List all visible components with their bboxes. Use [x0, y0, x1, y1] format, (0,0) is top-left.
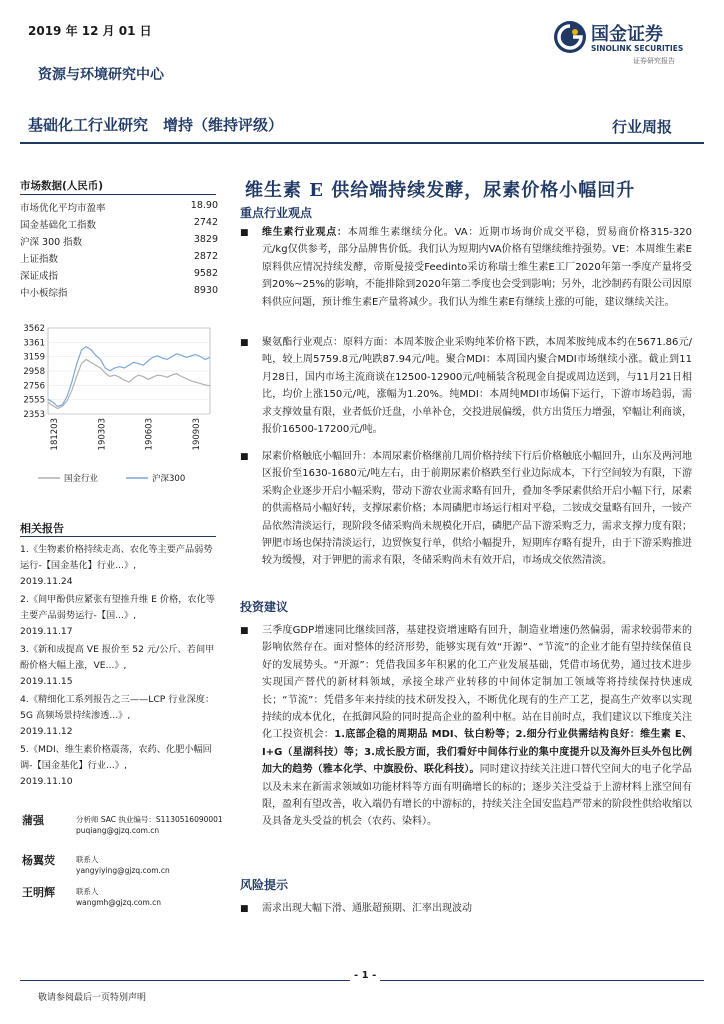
y-tick-label: 3562	[23, 324, 45, 334]
related-report-item[interactable]	[20, 642, 220, 690]
market-value: 2872	[193, 251, 218, 262]
market-divider	[20, 194, 216, 195]
market-value: 2742	[193, 217, 218, 228]
related-report-item[interactable]	[20, 742, 220, 790]
author-name: 蒲强	[22, 814, 44, 827]
market-row	[20, 200, 218, 216]
y-tick-label: 3159	[23, 352, 45, 363]
market-label: 沪深 300 指数	[20, 237, 83, 248]
author-role: 分析师 SAC 执业编号：S1130516090001	[76, 815, 223, 824]
related-reports-title: 相关报告	[20, 522, 64, 535]
x-tick-label: 190903	[192, 418, 202, 451]
y-tick-label: 2555	[23, 395, 45, 406]
author-info	[76, 886, 161, 908]
bullet-icon: ■	[240, 904, 249, 914]
section-risk: 风险提示	[240, 878, 289, 892]
related-report-date: 2019.11.24	[20, 576, 73, 587]
related-report-title: 2.《间甲酚供应紧张有望推升维 E 价格，农化等主要产品弱势运行-【国...》,	[20, 594, 215, 621]
market-value: 9582	[193, 268, 218, 279]
y-tick-label: 2353	[23, 410, 45, 420]
author-email[interactable]: wangmh@gjzq.com.cn	[76, 898, 162, 907]
bullet-icon: ■	[240, 452, 249, 462]
author-name: 王明辉	[22, 886, 55, 899]
market-row	[20, 234, 218, 250]
author-name: 杨翼荧	[22, 854, 55, 867]
page-number: - 1 -	[350, 970, 380, 981]
paragraph-text: 三季度GDP增速同比继续回落，基建投资增速略有回升，制造业增速仍然偏弱，需求较弱带来的影响依然存在。面对整体的经济形势，能够实现有效“开源”、“节流”的企业才能有望持续保值良好的发展势头。“开源”：凭借我国多年积累的化工产业发展基础，凭借市场优势，通过技术进步实现国产替代的新材料领域，承接全球产业转移的中间体定制加工领域等将持续保持快速成长；“节流”：凭借多年来持续的技术研发投入，不断优化现有的生产工艺，提高生产效率以实现持续的成本优化，在抵御风险的同时提高企业的盈利中枢。站在目前时点，我们建议以下维度关注化工投资机会：	[262, 625, 692, 741]
author-info	[76, 854, 170, 876]
market-label: 市场优化平均市盈率	[20, 203, 106, 214]
bullet-icon: ■	[240, 626, 249, 636]
related-report-date: 2019.11.10	[20, 776, 73, 787]
related-divider	[20, 536, 216, 537]
market-value: 3829	[193, 234, 218, 245]
logo-icon	[553, 20, 587, 54]
paragraph-polyurethane: 聚氨酯行业观点：原料方面：本周苯胺企业采购纯苯价格下跌，本周苯胺纯成本约在5671.86元/吨，较上周5759.8元/吨跌87.94元/吨。聚合MDI：本周国内聚合MDI市场继续小涨。截止到11月28日，国内市场主流商谈在12500-12900元/吨桶装含税现金自提或周边送到，与11月21日相比，均价上涨150元/吨，涨幅为1.20%。纯MDI：本周纯MDI市场偏下运行，下游市场趋弱，需求支撑效量有限，业者低价迁盘，小单补仓，交投进展偏缓，供方出货压力增强，窄幅让利商谈，报价16500-17200元/吨。	[262, 337, 692, 436]
related-report-title: 4.《精细化工系列报告之三——LCP 行业深度：5G 高频场景持续渗透...》,	[20, 694, 215, 721]
series-line	[48, 347, 210, 407]
legend-label: 沪深300	[152, 474, 186, 484]
logo-name-cn: 国金证券	[591, 24, 663, 45]
header-divider	[20, 142, 704, 144]
section-investment: 投资建议	[240, 600, 289, 614]
market-label: 上证指数	[20, 254, 59, 265]
legend-label: 国金行业	[64, 474, 99, 484]
section-key-points: 重点行业观点	[240, 206, 313, 220]
author-role: 联系人	[76, 887, 99, 896]
related-report-date: 2019.11.15	[20, 676, 73, 687]
market-data-title: 市场数据(人民币)	[20, 180, 104, 192]
bullet-icon: ■	[240, 228, 249, 238]
market-row	[20, 268, 218, 284]
y-tick-label: 2756	[23, 381, 45, 392]
series-line	[48, 359, 210, 408]
market-label: 国金基础化工指数	[20, 220, 97, 231]
author-role: 联系人	[76, 855, 99, 864]
market-label: 中小板综指	[20, 288, 68, 299]
report-date: 2019 年 12 月 01 日	[28, 24, 152, 38]
author-info	[76, 814, 223, 836]
author-email[interactable]: puqiang@gjzq.com.cn	[76, 826, 160, 835]
main-title: 维生素 E 供给端持续发酵，尿素价格小幅回升	[245, 180, 636, 201]
report-header-title: 基础化工行业研究 增持（维持评级）	[28, 116, 284, 134]
y-tick-label: 2958	[23, 367, 45, 377]
paragraph-text: 同时建议持续关注进口替代空间大的电子化学品以及未来在新需求领域如功能材料等方面有明确增长的标的；逐步关注受益于上游材料上涨空间有限，盈利有望改善，收入端仍有增长的中游标的，持续关注全国安监趋严带来的阶段性供给收缩以及具备龙头受益的机会（农药、染料）。	[262, 764, 693, 828]
market-label: 深证成指	[20, 271, 59, 282]
x-tick-label: 190603	[144, 418, 155, 451]
x-tick-label: 190303	[97, 418, 108, 451]
related-report-item[interactable]	[20, 542, 220, 590]
related-report-date: 2019.11.12	[20, 726, 73, 737]
index-line-chart	[20, 318, 220, 498]
logo-name-en: SINOLINK SECURITIES	[591, 44, 684, 53]
paragraph-lead: 维生素行业观点：	[262, 227, 348, 238]
company-logo	[553, 20, 703, 70]
market-row	[20, 285, 218, 301]
author-email[interactable]: yangyiying@gjzq.com.cn	[76, 866, 170, 875]
market-value: 8930	[193, 285, 218, 296]
related-report-date: 2019.11.17	[20, 626, 73, 637]
paragraph-text: 本周维生素继续分化。VA：近期市场询价成交平稳，贸易商价格315-320元/kg仅供参考，部分品牌售价低。我们认为短期内VA价格有望继续维持强势。VE：本周维生素E原料供应情况持续发酵，帝斯曼接受Feedinto采访称瑞士维生素E工厂2020年第一季度产量将受到20%~25%的影响，不能排除到2020年第二季度也会受到影响；另外，北沙制药有限公司因原料供应问题，预计维生素E产量将减少。我们认为维生素E有继续上涨的可能，建议继续关注。	[262, 227, 692, 308]
market-row	[20, 251, 218, 267]
paragraph-investment	[262, 622, 692, 831]
y-tick-label: 3361	[23, 338, 45, 349]
logo-subtitle: 证券研究报告	[633, 57, 675, 65]
related-report-title: 1.《生物素价格持续走高、农化等主要产品弱势运行-【国金基化】行业...》,	[20, 544, 213, 571]
bullet-icon: ■	[240, 338, 249, 348]
market-value: 18.90	[190, 200, 218, 211]
paragraph-highlight: 1.底部企稳的周期品 MDI、钛白粉等；2.细分行业供需结构良好：维生素 E、I+G（星湖科技）等；3.成长股方面，我们看好中间体行业的集中度提升以及海外巨头外包比例加大的趋势（雅本化学、中旗股份、联化科技）。	[262, 729, 693, 776]
footer-note: 敬请参阅最后一页特别声明	[38, 993, 147, 1003]
market-row	[20, 217, 218, 233]
paragraph-risk: 需求出现大幅下滑、通胀超预期、汇率出现波动	[262, 903, 472, 914]
related-report-item[interactable]	[20, 692, 220, 740]
related-report-item[interactable]	[20, 592, 220, 640]
related-report-title: 3.《新和成提高 VE 报价至 52 元/公斤、若间甲酚价格大幅上涨，VE...》,	[20, 644, 215, 671]
paragraph-vitamin	[262, 224, 692, 311]
related-report-title: 5.《MDI、维生素价格震荡，农药、化肥小幅回调-【国金基化】行业...》,	[20, 744, 212, 771]
report-type: 行业周报	[612, 118, 673, 136]
x-tick-label: 181203	[50, 418, 60, 451]
paragraph-urea: 尿素价格触底小幅回升：本周尿素价格继前几周价格持续下行后价格触底小幅回升，山东及两河地区报价至1630-1680元/吨左右，由于前期尿素价格跌至行业边际成本，下行空间较为有限，下游采购企业逐步开启小幅采购，带动下游农业需求略有回升，叠加冬季尿素供给开启小幅下行，尿素的供需格局小幅好转，支撑尿素价格；本周磷肥市场运行相对平稳，二铵成交量略有回升，一铵产品依然清淡运行，现阶段冬储采购尚未规模化开启，磷肥产品下游采购乏力，需求支撑力度有限；钾肥市场也保持清淡运行，边贸恢复行单，供给小幅提升，短期库存略有提升，由于下游采购推进较为缓慢，对于钾肥的需求有限，冬储采购尚未有效开启，市场成交依然清淡。	[262, 451, 692, 567]
research-center: 资源与环境研究中心	[38, 67, 164, 83]
